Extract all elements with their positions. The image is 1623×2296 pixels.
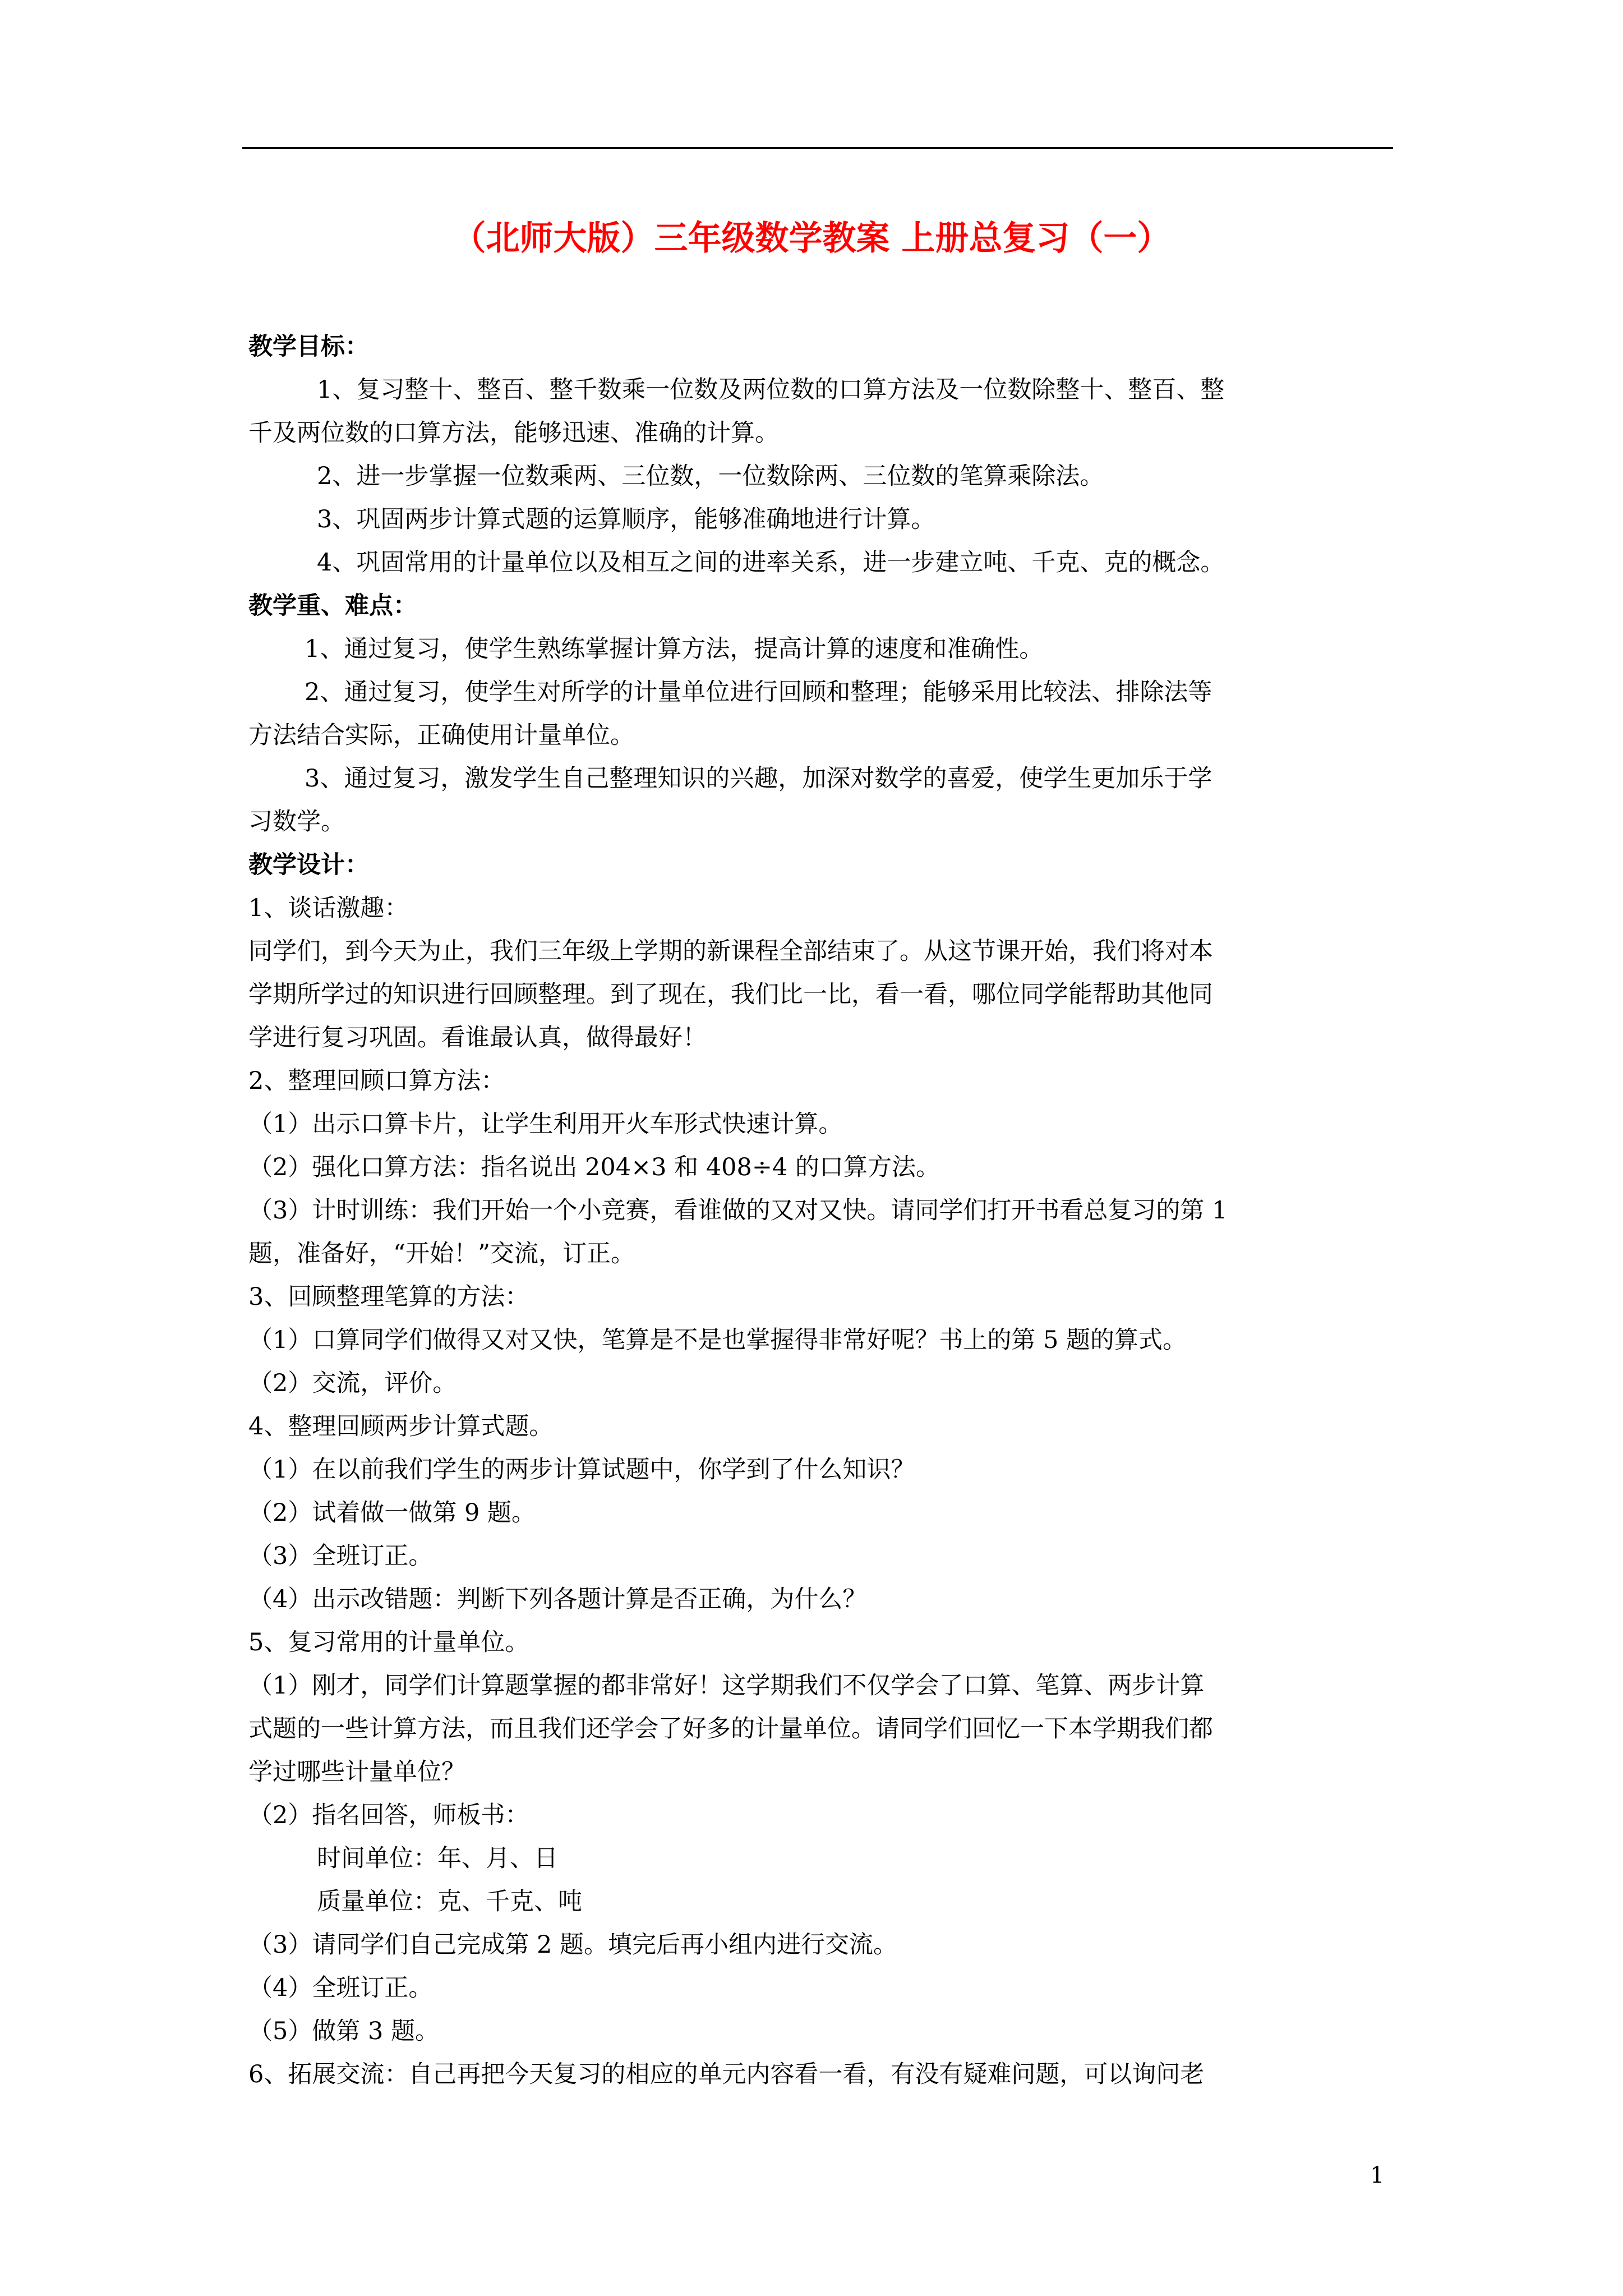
goal-1-cont: 千及两位数的口算方法，能够迅速、准确的计算。 [248,419,779,447]
key-3-cont: 习数学。 [248,808,345,836]
design-line: 时间单位：年、月、日 [317,1844,558,1872]
design-line: （3）计时训练：我们开始一个小竞赛，看谁做的又对又快。请同学们打开书看总复习的第 1 [248,1197,1228,1225]
goal-3: 3、巩固两步计算式题的运算顺序，能够准确地进行计算。 [317,505,935,533]
design-line: 3、回顾整理笔算的方法： [248,1283,529,1311]
design-line: （4）全班订正。 [248,1974,433,2002]
design-line: （2）指名回答，师板书： [248,1801,529,1829]
goal-1: 1、复习整十、整百、整千数乘一位数及两位数的口算方法及一位数除整十、整百、整 [317,376,1225,404]
design-line: （1）刚才，同学们计算题掌握的都非常好！这学期我们不仅学会了口算、笔算、两步计算 [248,1672,1205,1700]
design-line: （3）请同学们自己完成第 2 题。填完后再小组内进行交流。 [248,1931,898,1959]
key-1: 1、通过复习，使学生熟练掌握计算方法，提高计算的速度和准确性。 [305,635,1044,663]
document-title: （北师大版）三年级数学教案 上册总复习（一） [452,219,1171,258]
design-line: 2、整理回顾口算方法： [248,1067,505,1095]
key-3: 3、通过复习，激发学生自己整理知识的兴趣，加深对数学的喜爱，使学生更加乐于学 [305,765,1212,793]
design-line: （2）试着做一做第 9 题。 [248,1499,536,1527]
design-line: （2）强化口算方法：指名说出 204×3 和 408÷4 的口算方法。 [248,1153,940,1181]
design-line: 5、复习常用的计量单位。 [248,1628,529,1657]
design-line: 4、整理回顾两步计算式题。 [248,1412,554,1441]
goal-2: 2、进一步掌握一位数乘两、三位数，一位数除两、三位数的笔算乘除法。 [317,462,1104,490]
key-2: 2、通过复习，使学生对所学的计量单位进行回顾和整理；能够采用比较法、排除法等 [305,678,1212,706]
design-line: 题，准备好，“开始！”交流，订正。 [248,1240,635,1268]
document-body [248,325,1393,2096]
page-number: 1 [1370,2162,1385,2188]
design-line: （4）出示改错题：判断下列各题计算是否正确，为什么？ [248,1585,867,1613]
design-line: （1）口算同学们做得又对又快，笔算是不是也掌握得非常好呢？书上的第 5 题的算式。 [248,1326,1187,1354]
design-heading: 教学设计： [248,851,369,879]
goals-heading: 教学目标： [248,333,369,361]
design-line: 学进行复习巩固。看谁最认真，做得最好！ [248,1024,707,1052]
design-line: 式题的一些计算方法，而且我们还学会了好多的计量单位。请同学们回忆一下本学期我们都 [248,1715,1213,1743]
design-line: （2）交流，评价。 [248,1369,457,1397]
key-2-cont: 方法结合实际，正确使用计量单位。 [248,721,634,749]
design-line: （1）出示口算卡片，让学生利用开火车形式快速计算。 [248,1110,843,1138]
goal-4: 4、巩固常用的计量单位以及相互之间的进率关系，进一步建立吨、千克、克的概念。 [317,549,1225,577]
design-line: 质量单位：克、千克、吨 [317,1888,582,1916]
design-line: （3）全班订正。 [248,1542,433,1570]
design-line: 学期所学过的知识进行回顾整理。到了现在，我们比一比，看一看，哪位同学能帮助其他同 [248,981,1213,1009]
design-line: 同学们，到今天为止，我们三年级上学期的新课程全部结束了。从这节课开始，我们将对本 [248,937,1213,965]
design-line: 6、拓展交流：自己再把今天复习的相应的单元内容看一看，有没有疑难问题，可以询问老 [248,2060,1205,2088]
key-heading: 教学重、难点： [248,592,417,620]
design-line: （5）做第 3 题。 [248,2017,440,2045]
header-rule [242,147,1393,149]
design-line: 学过哪些计量单位？ [248,1758,465,1786]
design-line: 1、谈话激趣： [248,894,409,922]
design-line: （1）在以前我们学生的两步计算试题中，你学到了什么知识？ [248,1456,915,1484]
